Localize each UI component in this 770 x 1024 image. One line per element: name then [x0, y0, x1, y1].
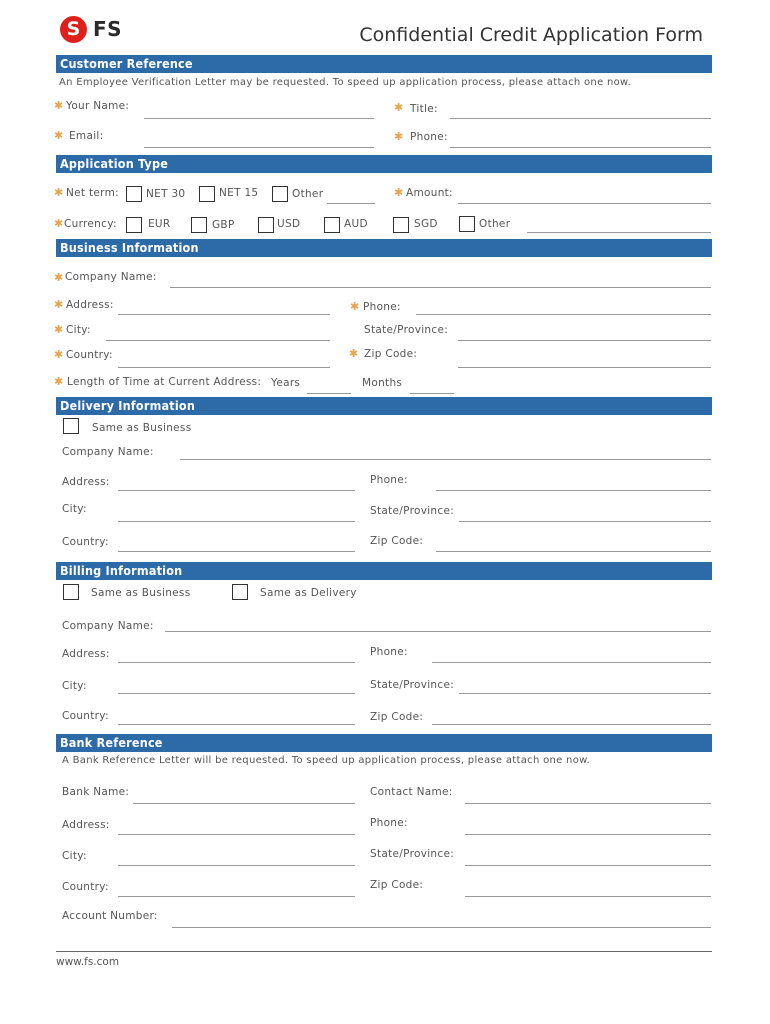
billing-country-label: Country: — [62, 710, 109, 722]
amount-field[interactable] — [458, 203, 711, 204]
usd-checkbox[interactable] — [258, 217, 274, 233]
phone-field[interactable] — [450, 147, 711, 148]
business-country-field[interactable] — [118, 367, 330, 368]
section-delivery-information: Delivery Information — [56, 397, 712, 415]
footer-url: www.fs.com — [56, 956, 120, 968]
billing-same-as-business-label: Same as Business — [91, 587, 191, 599]
net-term-label: Net term: — [66, 187, 119, 199]
section-customer-reference: Customer Reference — [56, 55, 712, 73]
bank-phone-field[interactable] — [465, 834, 711, 835]
section-bank-reference: Bank Reference — [56, 734, 712, 752]
delivery-address-field[interactable] — [118, 490, 355, 491]
account-number-field[interactable] — [172, 927, 711, 928]
length-of-time-label: Length of Time at Current Address: — [67, 376, 262, 388]
bank-address-label: Address: — [62, 819, 110, 831]
title-label: Title: — [410, 103, 438, 115]
eur-label: EUR — [148, 218, 171, 230]
required-star-icon: ✱ — [54, 375, 64, 388]
required-star-icon: ✱ — [54, 348, 64, 361]
logo-text: FS — [93, 17, 123, 41]
aud-checkbox[interactable] — [324, 217, 340, 233]
months-field[interactable] — [410, 393, 454, 394]
bank-country-label: Country: — [62, 881, 109, 893]
net15-checkbox[interactable] — [199, 186, 215, 202]
title-field[interactable] — [450, 118, 711, 119]
delivery-company-name-label: Company Name: — [62, 446, 154, 458]
billing-zip-label: Zip Code: — [370, 711, 424, 723]
business-city-label: City: — [66, 324, 91, 336]
billing-city-field[interactable] — [118, 693, 355, 694]
bank-state-label: State/Province: — [370, 848, 455, 860]
business-city-field[interactable] — [106, 340, 330, 341]
delivery-company-name-field[interactable] — [180, 459, 711, 460]
customer-reference-note: An Employee Verification Letter may be requested. To speed up application process, please attach one now. — [59, 77, 632, 88]
required-star-icon: ✱ — [349, 347, 359, 360]
business-company-name-label: Company Name: — [65, 271, 157, 283]
delivery-state-field[interactable] — [459, 521, 711, 522]
business-zip-label: Zip Code: — [364, 348, 418, 360]
currency-other-field[interactable] — [527, 232, 711, 233]
aud-label: AUD — [344, 218, 368, 230]
required-star-icon: ✱ — [54, 129, 64, 142]
your-name-field[interactable] — [144, 118, 374, 119]
bank-name-label: Bank Name: — [62, 786, 130, 798]
sgd-checkbox[interactable] — [393, 217, 409, 233]
contact-name-field[interactable] — [465, 803, 711, 804]
your-name-label: Your Name: — [66, 100, 130, 112]
business-zip-field[interactable] — [458, 367, 711, 368]
months-label: Months — [362, 377, 403, 389]
business-phone-label: Phone: — [363, 301, 401, 313]
billing-same-as-delivery-label: Same as Delivery — [260, 587, 357, 599]
bank-address-field[interactable] — [118, 834, 355, 835]
section-application-type: Application Type — [56, 155, 712, 173]
usd-label: USD — [277, 218, 301, 230]
billing-city-label: City: — [62, 680, 87, 692]
section-business-information: Business Information — [56, 239, 712, 257]
net30-checkbox[interactable] — [126, 186, 142, 202]
bank-city-field[interactable] — [118, 865, 355, 866]
billing-same-as-business-checkbox[interactable] — [63, 584, 79, 600]
business-address-label: Address: — [66, 299, 114, 311]
delivery-state-label: State/Province: — [370, 505, 455, 517]
contact-name-label: Contact Name: — [370, 786, 453, 798]
footer-divider — [56, 951, 712, 952]
email-label: Email: — [69, 130, 104, 142]
gbp-checkbox[interactable] — [191, 217, 207, 233]
bank-phone-label: Phone: — [370, 817, 408, 829]
gbp-label: GBP — [212, 219, 235, 231]
bank-state-field[interactable] — [465, 865, 711, 866]
required-star-icon: ✱ — [54, 186, 64, 199]
required-star-icon: ✱ — [394, 101, 404, 114]
delivery-country-field[interactable] — [118, 551, 355, 552]
billing-same-as-delivery-checkbox[interactable] — [232, 584, 248, 600]
bank-zip-label: Zip Code: — [370, 879, 424, 891]
delivery-city-field[interactable] — [118, 521, 355, 522]
billing-address-field[interactable] — [118, 662, 355, 663]
section-billing-information: Billing Information — [56, 562, 712, 580]
required-star-icon: ✱ — [54, 323, 64, 336]
account-number-label: Account Number: — [62, 910, 158, 922]
bank-reference-note: A Bank Reference Letter will be requested. To speed up application process, please attach one now. — [62, 755, 591, 766]
delivery-country-label: Country: — [62, 536, 109, 548]
required-star-icon: ✱ — [54, 217, 64, 230]
delivery-same-as-business-checkbox[interactable] — [63, 418, 79, 434]
currency-other-label: Other — [479, 218, 511, 230]
net-other-label: Other — [292, 188, 324, 200]
fs-logo — [60, 16, 130, 46]
billing-company-name-field[interactable] — [165, 631, 711, 632]
phone-label: Phone: — [410, 131, 448, 143]
billing-company-name-label: Company Name: — [62, 620, 154, 632]
billing-zip-field[interactable] — [432, 724, 711, 725]
business-company-name-field[interactable] — [170, 287, 711, 288]
required-star-icon: ✱ — [54, 99, 64, 112]
years-label: Years — [271, 377, 301, 389]
email-field[interactable] — [144, 147, 374, 148]
amount-label: Amount: — [406, 187, 453, 199]
delivery-same-as-business-label: Same as Business — [92, 422, 192, 434]
required-star-icon: ✱ — [54, 271, 64, 284]
business-state-field[interactable] — [458, 340, 711, 341]
net-other-field[interactable] — [327, 203, 375, 204]
sgd-label: SGD — [414, 218, 438, 230]
net15-label: NET 15 — [219, 187, 259, 199]
required-star-icon: ✱ — [394, 130, 404, 143]
years-field[interactable] — [307, 393, 351, 394]
delivery-phone-label: Phone: — [370, 474, 408, 486]
business-state-label: State/Province: — [364, 324, 449, 336]
billing-phone-label: Phone: — [370, 646, 408, 658]
billing-country-field[interactable] — [118, 724, 355, 725]
delivery-zip-field[interactable] — [436, 551, 711, 552]
required-star-icon: ✱ — [350, 300, 360, 313]
business-address-field[interactable] — [118, 314, 330, 315]
net-other-checkbox[interactable] — [272, 186, 288, 202]
billing-state-label: State/Province: — [370, 679, 455, 691]
bank-country-field[interactable] — [118, 896, 355, 897]
billing-address-label: Address: — [62, 648, 110, 660]
logo-mark-glyph: S — [66, 18, 81, 40]
delivery-city-label: City: — [62, 503, 87, 515]
delivery-zip-label: Zip Code: — [370, 535, 424, 547]
eur-checkbox[interactable] — [126, 217, 142, 233]
billing-phone-field[interactable] — [432, 662, 711, 663]
delivery-phone-field[interactable] — [436, 490, 711, 491]
billing-state-field[interactable] — [459, 693, 711, 694]
currency-other-checkbox[interactable] — [459, 216, 475, 232]
business-country-label: Country: — [66, 349, 113, 361]
currency-label: Currency: — [64, 218, 117, 230]
bank-zip-field[interactable] — [465, 896, 711, 897]
bank-name-field[interactable] — [133, 803, 355, 804]
page-title: Confidential Credit Application Form — [359, 24, 703, 46]
bank-city-label: City: — [62, 850, 87, 862]
required-star-icon: ✱ — [54, 298, 64, 311]
delivery-address-label: Address: — [62, 476, 110, 488]
net30-label: NET 30 — [146, 188, 186, 200]
required-star-icon: ✱ — [394, 186, 404, 199]
business-phone-field[interactable] — [416, 314, 711, 315]
